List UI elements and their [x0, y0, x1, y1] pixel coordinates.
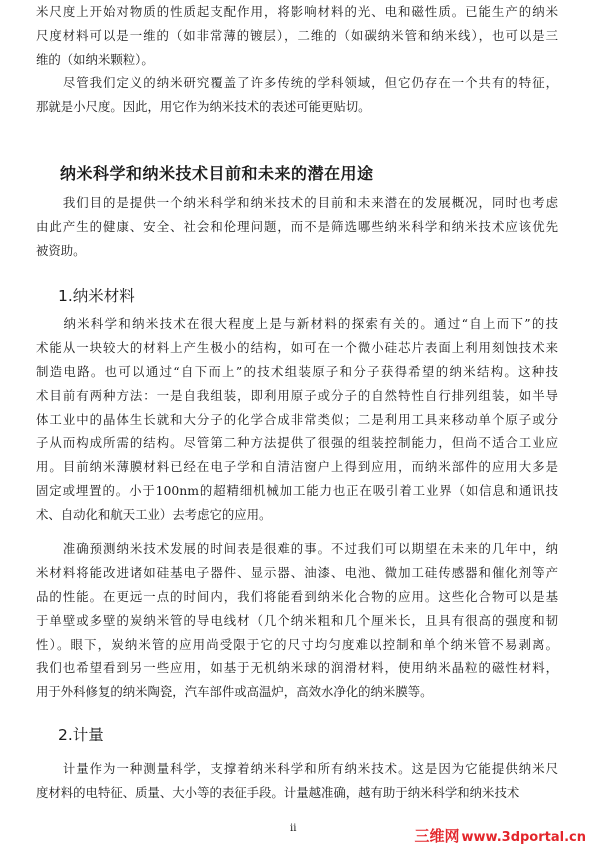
section-title: 纳米科学和纳米技术目前和未来的潜在用途 — [60, 164, 374, 183]
paragraph-nanomaterials — [36, 312, 558, 527]
text-line: 固定或埋置的。小于100nm的超精细机械加工能力也正在吸引着工业界（如信息和通讯技 — [36, 483, 558, 499]
watermark-cn: 三维网 — [414, 827, 460, 845]
text-line: 我们也希望看到另一些应用，如基于无机纳米球的润滑材料，使用纳米晶粒的磁性材料， — [36, 660, 558, 676]
heading-metrology: 2.计量 — [58, 726, 104, 744]
text-line: 米材料将能改进诸如硅基电子器件、显示器、油漆、电池、微加工硅传感器和催化剂等产 — [36, 564, 558, 580]
text-line: 纳米科学和纳米技术在很大程度上是与新材料的探索有关的。通过“自上而下”的技 — [36, 316, 558, 331]
text-line: 度材料的电特征、质量、大小等的表征手段。计量越准确，越有助于纳米科学和纳米技术 — [36, 784, 520, 800]
text-line: 尺度材料可以是一维的（如非常薄的镀层），二维的（如碳纳米管和纳米线），也可以是三 — [36, 27, 558, 43]
text-line: 准确预测纳米技术发展的时间表是很难的事。不过我们可以期望在未来的几年中，纳 — [36, 541, 558, 556]
heading-nanomaterials: 1.纳米材料 — [58, 287, 135, 305]
text-line: 品的性能。在更远一点的时间内，我们将能看到纳米化合物的应用。这些化合物可以是基 — [36, 588, 558, 604]
text-line: 被资助。 — [36, 242, 86, 258]
paragraph-purpose — [36, 191, 558, 263]
text-line: 术、自动化和航天工业）去考虑它的应用。 — [36, 507, 272, 523]
paragraph-metrology — [36, 757, 558, 805]
page-number: ii — [290, 823, 297, 834]
paragraph-prediction — [36, 537, 558, 704]
text-line: 术目前有两种方法：一是自我组装，即利用原子或分子的自然特性自行排列组装，如半导 — [36, 387, 558, 403]
text-line: 我们目的是提供一个纳米科学和纳米技术的目前和未来潜在的发展概况，同时也考虑 — [36, 195, 558, 210]
text-line: 体工业中的晶体生长就和大分子的化学合成非常类似；二是利用工具来移动单个原子或分 — [36, 411, 558, 427]
text-line: 子从而构成所需的结构。尽管第二种方法提供了很强的组装控制能力，但尚不适合工业应 — [36, 435, 558, 451]
text-line: 用于外科修复的纳米陶瓷，汽车部件或高温炉，高效水净化的纳米膜等。 — [36, 684, 433, 700]
text-line: 那就是小尺度。因此，用它作为纳米技术的表述可能更贴切。 — [36, 98, 371, 114]
text-line: 制造电路。也可以通过“自下而上”的技术组装原子和分子获得希望的纳米结构。这种技 — [36, 363, 558, 379]
text-line: 尽管我们定义的纳米研究覆盖了许多传统的学科领域，但它仍存在一个共有的特征， — [36, 75, 558, 90]
text-line: 于单壁或多壁的炭纳米管的导电线材（几个纳米粗和几个厘米长，且具有很高的强度和韧 — [36, 612, 558, 628]
watermark-logo — [415, 825, 587, 846]
text-line: 维的（如纳米颗粒）。 — [36, 51, 154, 67]
watermark-url: www.3dportal.cn — [461, 830, 586, 845]
paragraph-intro-continuation — [36, 0, 558, 72]
paragraph-definition — [36, 71, 558, 119]
text-line: 性）。眼下，炭纳米管的应用尚受限于它的尺寸均匀度难以控制和单个纳米管不易剥离。 — [36, 636, 558, 652]
text-line: 米尺度上开始对物质的性质起支配作用，将影响材料的光、电和磁性质。已能生产的纳米 — [36, 4, 558, 19]
text-line: 由此产生的健康、安全、社会和伦理问题，而不是筛选哪些纳米科学和纳米技术应该优先 — [36, 218, 558, 234]
text-line: 计量作为一种测量科学，支撑着纳米科学和所有纳米技术。这是因为它能提供纳米尺 — [36, 761, 558, 776]
text-line: 术能从一块较大的材料上产生极小的结构，如可在一个微小硅芯片表面上利用刻蚀技术来 — [36, 339, 558, 355]
text-line: 用。目前纳米薄膜材料已经在电子学和自清洁窗户上得到应用，而纳米部件的应用大多是 — [36, 459, 558, 475]
